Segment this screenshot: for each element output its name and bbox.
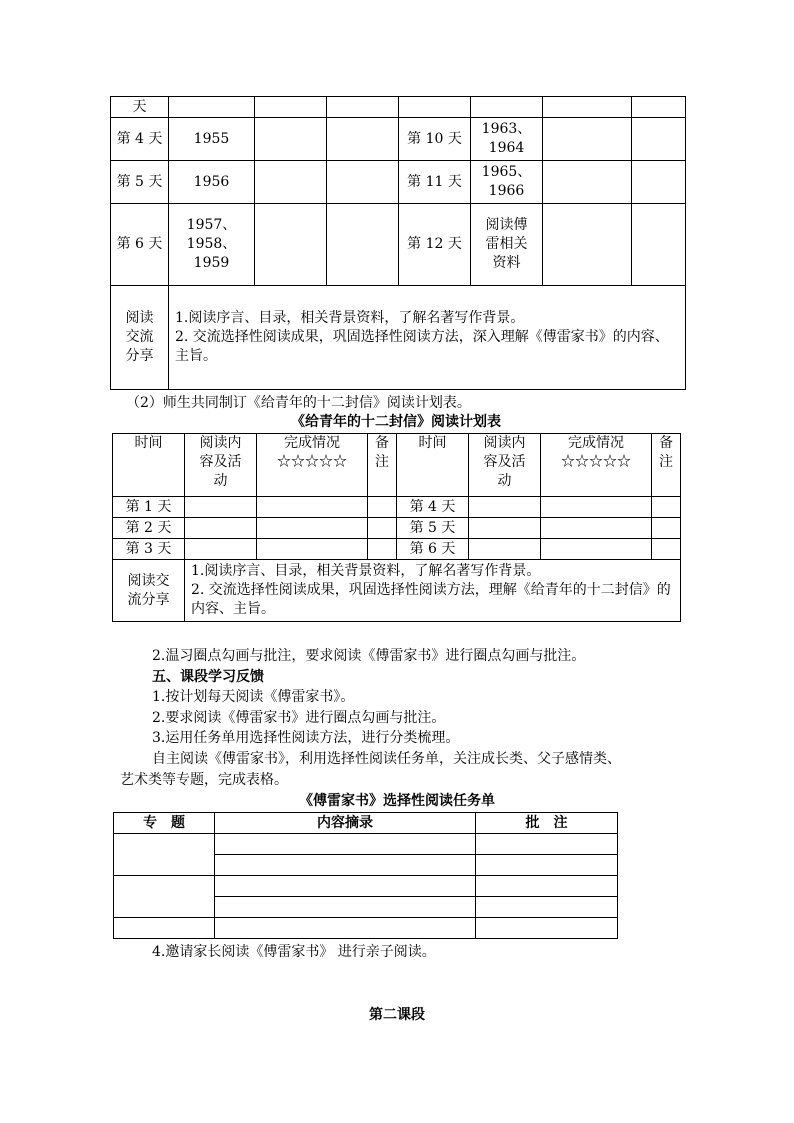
table-row [114, 876, 618, 897]
day-cell: 第 3 天 [113, 539, 185, 560]
task-sheet-table [113, 812, 618, 939]
day-cell: 第 6 天 [111, 204, 169, 286]
year-cell: 1963、1964 [471, 118, 543, 161]
year-cell: 1965、1966 [471, 161, 543, 204]
paragraph: 1.按计划每天阅读《傅雷家书》。 [152, 689, 355, 705]
reading-plan-table-letters [112, 433, 681, 622]
table-row [111, 286, 686, 390]
share-text-2: 2. 交流选择性阅读成果，巩固选择性阅读方法，理解《给青年的十二封信》的内容、主旨。 [191, 582, 671, 617]
table-header-row [114, 813, 618, 834]
header-status: 完成情况☆☆☆☆☆ [257, 434, 368, 497]
table-row [111, 118, 686, 161]
paragraph: 2.温习圈点勾画与批注，要求阅读《傅雷家书》进行圈点勾画与批注。 [152, 648, 586, 664]
day-cell: 第 1 天 [113, 497, 185, 518]
share-label: 阅读交流分享 [113, 560, 185, 622]
share-text-1: 1.阅读序言、目录，相关背景资料，了解名著写作背景。 [191, 563, 541, 579]
year-cell: 阅读傅雷相关资料 [471, 204, 543, 286]
header-content: 阅读内容及活动 [469, 434, 541, 497]
table-row [113, 539, 681, 560]
table-row [111, 161, 686, 204]
paragraph: 自主阅读《傅雷家书》，利用选择性阅读任务单，关注成长类、父子感情类、 [152, 751, 621, 767]
share-text-1: 1.阅读序言、目录，相关背景资料，了解名著写作背景。 [175, 310, 525, 326]
paragraph: 2.要求阅读《傅雷家书》进行圈点勾画与批注。 [152, 710, 446, 726]
reading-plan-table-fulei [110, 96, 686, 390]
header-note: 备注 [652, 434, 681, 497]
plan-paragraph: （2）师生共同制订《给青年的十二封信》阅读计划表。 [126, 395, 471, 411]
header-content: 阅读内容及活动 [185, 434, 257, 497]
header-time: 时间 [397, 434, 469, 497]
table-row [113, 518, 681, 539]
day-cell: 第 5 天 [397, 518, 469, 539]
day-cell: 第 11 天 [399, 161, 471, 204]
day-cell: 第 4 天 [397, 497, 469, 518]
share-text-2: 2. 交流选择性阅读成果，巩固选择性阅读方法，深入理解《傅雷家书》的内容、主旨。 [175, 329, 669, 364]
year-cell: 1955 [169, 118, 255, 161]
header-note: 备注 [368, 434, 397, 497]
table-row [113, 497, 681, 518]
share-label: 阅读交流分享 [111, 286, 169, 390]
table-row [114, 918, 618, 939]
table-title: 《给青年的十二封信》阅读计划表 [291, 414, 501, 430]
year-cell: 1957、1958、1959 [169, 204, 255, 286]
paragraph: 3.运用任务单用选择性阅读方法，进行分类梳理。 [152, 730, 460, 746]
table-row [111, 204, 686, 286]
paragraph: 4.邀请家长阅读《傅雷家书》 进行亲子阅读。 [152, 944, 436, 960]
header-topic: 专 题 [114, 813, 215, 834]
table-title: 《傅雷家书》选择性阅读任务单 [299, 793, 495, 809]
header-time: 时间 [113, 434, 185, 497]
section-heading: 五、课段学习反馈 [152, 669, 264, 685]
section-title: 第二课段 [369, 1007, 425, 1023]
day-cell: 第 5 天 [111, 161, 169, 204]
paragraph: 艺术类等专题，完成表格。 [120, 772, 288, 788]
table-row [114, 834, 618, 855]
day-cell: 第 6 天 [397, 539, 469, 560]
day-cell: 第 10 天 [399, 118, 471, 161]
day-cell: 第 2 天 [113, 518, 185, 539]
table-row [113, 560, 681, 622]
year-cell: 1956 [169, 161, 255, 204]
header-excerpt: 内容摘录 [215, 813, 476, 834]
header-annotation: 批 注 [476, 813, 618, 834]
day-cell: 第 4 天 [111, 118, 169, 161]
day-cell: 天 [111, 97, 169, 118]
table-row [111, 97, 686, 118]
day-cell: 第 12 天 [399, 204, 471, 286]
header-status: 完成情况☆☆☆☆☆ [541, 434, 652, 497]
table-header-row [113, 434, 681, 497]
